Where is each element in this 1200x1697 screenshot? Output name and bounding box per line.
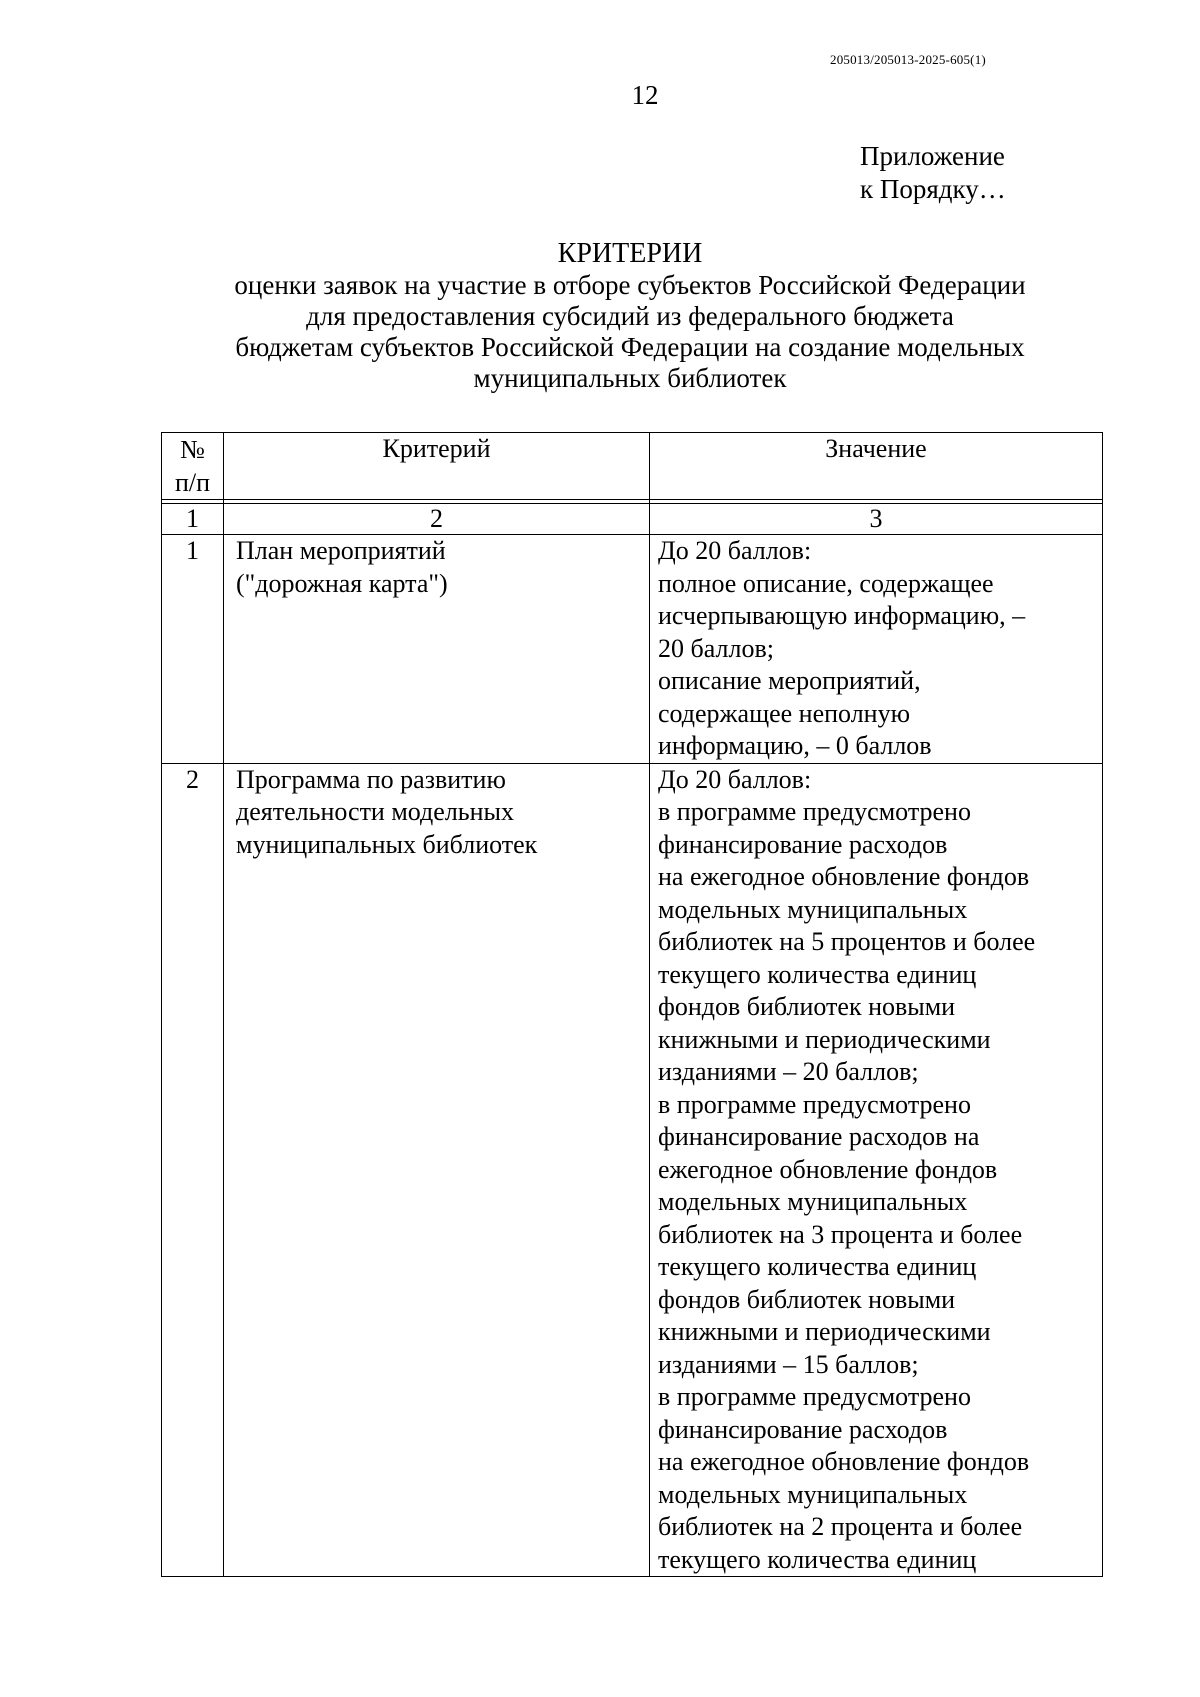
heading-line-3: бюджетам субъектов Российской Федерации на создание модельных bbox=[235, 332, 1025, 362]
value-line: изданиями – 15 баллов; bbox=[658, 1349, 919, 1379]
heading-title: КРИТЕРИИ bbox=[557, 238, 703, 269]
column-number-row bbox=[162, 504, 1103, 535]
value-line: содержащее неполную bbox=[658, 698, 911, 728]
value-line: на ежегодное обновление фондов bbox=[658, 1447, 1030, 1476]
value-line: в программе предусмотрено bbox=[658, 797, 971, 826]
column-number-1: 1 bbox=[162, 504, 224, 535]
value-line: модельных муниципальных bbox=[658, 1479, 968, 1509]
page-number: 12 bbox=[631, 80, 659, 110]
column-number-2: 2 bbox=[224, 504, 650, 535]
value-line: библиотек на 2 процента и более bbox=[658, 1512, 1023, 1541]
heading-line-2: для предоставления субсидий из федерального бюджета bbox=[306, 301, 954, 331]
value-line: модельных муниципальных bbox=[658, 1187, 968, 1216]
value-line: полное описание, содержащее bbox=[658, 568, 994, 598]
heading-line-1: оценки заявок на участие в отборе субъектов Российской Федерации bbox=[234, 270, 1026, 300]
document-heading bbox=[130, 238, 1130, 394]
value-line: До 20 баллов: bbox=[658, 764, 812, 794]
value-line: описание мероприятий, bbox=[658, 666, 921, 695]
value-line: библиотек на 3 процента и более bbox=[658, 1219, 1023, 1249]
value-line: текущего количества единиц bbox=[658, 1252, 977, 1281]
criterion-line: деятельности модельных bbox=[236, 797, 515, 826]
value-line: изданиями – 20 баллов; bbox=[658, 1057, 919, 1086]
table-row bbox=[162, 535, 1103, 764]
value-line: 20 баллов; bbox=[658, 633, 774, 663]
value-line: текущего количества единиц bbox=[658, 959, 977, 989]
row-value bbox=[650, 763, 1103, 1577]
value-line: фондов библиотек новыми bbox=[658, 992, 956, 1021]
row-value bbox=[650, 535, 1103, 764]
table-header-row bbox=[162, 433, 1103, 500]
value-line: книжными и периодическими bbox=[658, 1024, 991, 1054]
column-number-3: 3 bbox=[650, 504, 1103, 535]
table-body bbox=[162, 535, 1103, 1577]
appendix-line-1: Приложение bbox=[860, 141, 1005, 171]
value-line: модельных муниципальных bbox=[658, 894, 968, 924]
row-number: 2 bbox=[162, 763, 224, 1577]
value-line: финансирование расходов bbox=[658, 829, 948, 859]
heading-line-4: муниципальных библиотек bbox=[473, 363, 787, 393]
value-line: в программе предусмотрено bbox=[658, 1382, 971, 1411]
row-criterion bbox=[224, 763, 650, 1577]
value-line: ежегодное обновление фондов bbox=[658, 1154, 998, 1184]
criterion-line: План мероприятий bbox=[236, 536, 446, 565]
criterion-line: ("дорожная карта") bbox=[236, 568, 448, 598]
document-id: 205013/205013-2025-605(1) bbox=[830, 52, 986, 67]
table-row bbox=[162, 763, 1103, 1577]
criterion-line: муниципальных библиотек bbox=[236, 829, 538, 859]
row-criterion bbox=[224, 535, 650, 764]
value-line: До 20 баллов: bbox=[658, 536, 812, 565]
value-line: финансирование расходов на bbox=[658, 1122, 980, 1151]
header-number-sign: № bbox=[180, 435, 205, 464]
criteria-table bbox=[161, 432, 1103, 1577]
value-line: текущего количества единиц bbox=[658, 1544, 977, 1574]
value-line: фондов библиотек новыми bbox=[658, 1284, 956, 1314]
value-line: информацию, – 0 баллов bbox=[658, 731, 932, 760]
value-line: библиотек на 5 процентов и более bbox=[658, 927, 1036, 956]
header-number-cell bbox=[162, 433, 224, 500]
value-line: в программе предусмотрено bbox=[658, 1089, 971, 1119]
value-line: исчерпывающую информацию, – bbox=[658, 601, 1026, 630]
row-number: 1 bbox=[162, 535, 224, 764]
value-line: финансирование расходов bbox=[658, 1414, 948, 1444]
appendix-line-2: к Порядку… bbox=[860, 174, 1006, 204]
criterion-line: Программа по развитию bbox=[236, 764, 506, 794]
header-value: Значение bbox=[650, 433, 1103, 500]
value-line: на ежегодное обновление фондов bbox=[658, 862, 1030, 891]
value-line: книжными и периодическими bbox=[658, 1317, 991, 1346]
appendix-note bbox=[860, 140, 1006, 206]
header-criterion: Критерий bbox=[224, 433, 650, 500]
header-number-pp: п/п bbox=[174, 468, 211, 497]
